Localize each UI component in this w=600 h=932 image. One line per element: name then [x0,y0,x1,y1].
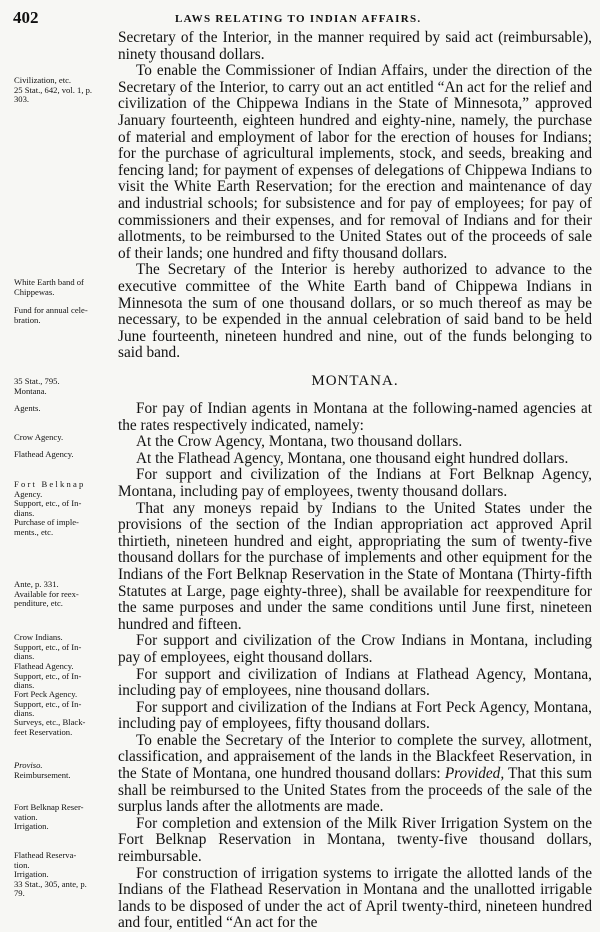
page-header [0,6,600,30]
margin-note-line: feet Reservation. [14,726,73,737]
margin-note-stat-montana [14,377,118,396]
margin-note-line: Crow Indians. [14,632,63,642]
page-number: 402 [13,8,39,27]
paragraph: For pay of Indian agents in Montana at the following-named agencies at the rates respectively indicated, namely: [118,400,592,434]
paragraph: To enable the Commissioner of Indian Affairs, under the direction of the Secretary of the Interior, to carry out an act entitled “An act for the relief and civilization of the Chippewa Indians in the State of Minnesota,” approved January fourteenth, eighteen hundred and eighty-nine, namely, the purchase of material and employment of labor for the erection of houses for Indians; for the purchase of agricultural implements, stock, and seeds, breaking and fencing land; for payment of expenses of delegations of Chippewa Indians to visit the White Earth Reservation; for the erection and maintenance of day and industrial schools; for subsistence and for pay of employees; for pay of commissioners and their expenses, and for removal of Indians and for their allotments, to be reimbursed to the United States out of the proceeds of sale of their lands; one hundred and fifty thousand dollars. [118,62,592,262]
text-block-chippewa [118,30,592,362]
margin-note-line: Flathead Reserva- [14,850,77,860]
paragraph: For support and civilization of the Indians at Fort Belknap Agency, Montana, including pay of employees, twenty thousand dollars. [118,466,592,500]
margin-note-civilization [14,76,118,105]
margin-note-line: 303. [14,94,30,104]
margin-note-line: Flathead Agency. [14,449,74,459]
paragraph: That any moneys repaid by Indians to the United States under the provisions of the section of the Indian appropriation act approved April thirtieth, nineteen hundred and eight, appropriating the sum of twenty-five thousand dollars for the purchase of implements and other equipment for the Indians of the Fort Belknap Reservation in the State of Montana (Thirty-fifth Statutes at Large, page eighty-three), shall be available for reexpenditure for the same purposes and under the same conditions until June first, nineteen hundred and fifteen. [118,499,592,633]
margin-note-fort-belknap [14,480,118,537]
paragraph: For support and civilization of Indians at Flathead Agency, Montana, including pay of employees, nine thousand dollars. [118,665,592,700]
margin-note-line: 25 Stat., 642, vol. 1, p. [14,84,93,95]
paragraph: At the Flathead Agency, Montana, one thousand eight hundred dollars. [136,449,569,467]
paragraph-blackfeet [118,733,592,816]
margin-note-line: Civilization, etc. [14,75,72,85]
margin-note-line: Proviso. [14,760,43,770]
margin-note-line: Fort Belknap [14,479,86,489]
margin-note-line: Ante, p. 331. [14,579,59,589]
margin-note-line: penditure, etc. [14,598,63,608]
margin-note-line: Available for reex- [14,588,79,599]
margin-note-line: Fort Belknap Reser- [14,802,84,812]
margin-note-line: Surveys, etc., Black- [14,717,86,727]
margin-note-line: tion. [14,859,30,870]
margin-note-line: Irrigation. [14,821,49,831]
margin-note-fort-belknap-reservation [14,803,118,832]
paragraph: Secretary of the Interior, in the manner required by said act (reimbursable), ninety thousand dollars. [118,29,592,63]
text-block-montana [118,401,592,932]
margin-note-line: dians. [14,708,35,718]
margin-note-flathead-reservation [14,851,118,899]
paragraph: At the Crow Agency, Montana, two thousand dollars. [136,433,463,451]
margin-note-line: Agents. [14,403,41,413]
margin-note-line: Irrigation. [14,869,49,879]
paragraph-text: That this sum shall be reimbursed to the United States from the proceeds of the sale of the surplus lands after the allotments are made. [118,765,592,816]
margin-note-line: Purchase of imple- [14,517,79,527]
margin-note-line: 35 Stat., 795. [14,376,60,386]
margin-note-line: dians. [14,651,35,661]
paragraph-text: To enable the Secretary of the Interior to complete the survey, allotment, classification, and appraisement of the lands in the Blackfeet Reservation, in the State of Montana, one hundred thousand dollars: [118,731,592,783]
paragraph: The Secretary of the Interior is hereby authorized to advance to the executive committee of the White Earth band of Chippewa Indians in Minnesota the sum of one thousand dollars, or so much thereof as may be necessary, to be expended in the annual celebration of said band to be held June fourteenth, nineteen hundred and nine, out of the funds belonging to said band. [118,261,592,362]
margin-note-line: Support, etc., of In- [14,641,82,652]
proviso-word: Provided, [444,765,505,783]
margin-note-line: Agency. [14,488,43,499]
margin-note-ante [14,580,118,609]
paragraph: For support and civilization of the Crow Indians in Montana, including pay of employees, eight thousand dollars. [118,632,592,666]
margin-note-line: Chippewas. [14,286,55,297]
margin-note-line: Support, etc., of In- [14,670,82,681]
margin-note-fund [14,306,118,325]
margin-note-fort-peck [14,690,118,719]
margin-note-white-earth [14,278,118,297]
margin-note-line: dians. [14,680,35,690]
margin-note-agents [14,404,118,414]
margin-note-flathead-agency-2 [14,662,118,691]
margin-note-line: dians. [14,507,35,518]
margin-note-line: Crow Agency. [14,432,64,442]
margin-note-line: Support, etc., of In- [14,698,82,709]
running-head: LAWS RELATING TO INDIAN AFFAIRS. [175,13,422,25]
margin-note-crow-agency [14,433,118,443]
paragraph: For support and civilization of the Indians at Fort Peck Agency, Montana, including pay of employees, fifty thousand dollars. [118,698,592,733]
margin-note-line: bration. [14,314,41,325]
margin-note-proviso [14,761,118,780]
margin-note-line: Support, etc., of In- [14,498,82,508]
margin-note-line: Flathead Agency. [14,661,74,671]
margin-note-line: vation. [14,811,38,822]
margin-note-line: Fund for annual cele- [14,305,88,315]
margin-note-crow-indians [14,633,118,662]
margin-note-line: ments., etc. [14,526,54,537]
margin-note-line: 33 Stat., 305, ante, p. [14,878,87,889]
margin-note-line: Fort Peck Agency. [14,689,78,699]
margin-note-flathead-agency [14,450,118,460]
paragraph: For construction of irrigation systems to irrigate the allotted lands of the Indians of the Flathead Reservation in Montana and the unallotted irrigable lands to be disposed of under the act of April twenty-third, nineteen hundred and four, entitled “An act for the [118,864,592,932]
margin-note-line: White Earth band of [14,277,84,287]
margin-note-line: Montana. [14,385,47,396]
section-heading: MONTANA. [311,373,399,389]
paragraph: For completion and extension of the Milk River Irrigation System on the Fort Belknap Reservation in Montana, twenty-five thousand dollars, reimbursable. [118,814,592,866]
margin-note-line: 79. [14,888,25,898]
margin-note-line: Reimbursement. [14,769,71,780]
margin-note-surveys [14,718,118,737]
